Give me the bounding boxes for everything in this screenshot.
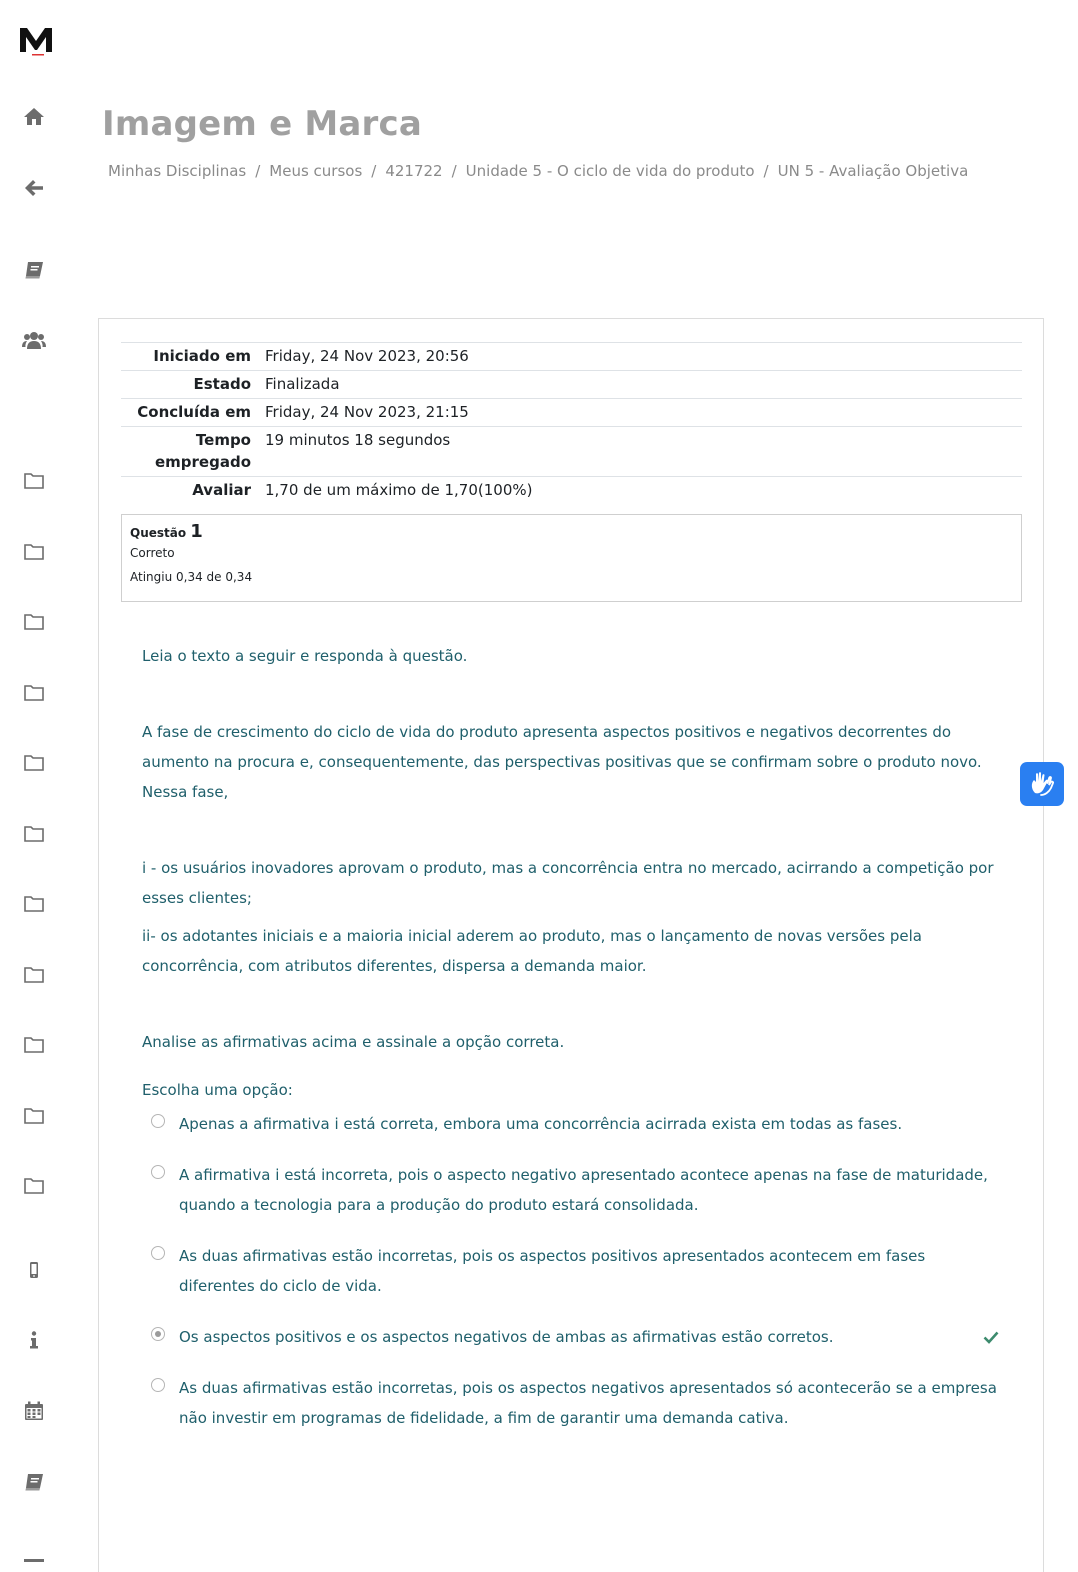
folder-icon[interactable] [22, 1104, 46, 1128]
breadcrumb-item[interactable]: 421722 [385, 162, 443, 180]
breadcrumb-separator: / [371, 162, 377, 180]
answer-option[interactable] [151, 1241, 1003, 1301]
breadcrumb-separator: / [255, 162, 261, 180]
question-number [130, 521, 1013, 542]
book-icon[interactable] [22, 1470, 46, 1494]
home-icon[interactable] [22, 104, 46, 128]
question-label: Questão [130, 526, 187, 540]
summary-label: Iniciado em [121, 343, 265, 371]
summary-row [121, 477, 1022, 505]
breadcrumb-item[interactable]: Meus cursos [269, 162, 363, 180]
folder-icon[interactable] [22, 610, 46, 634]
summary-label: Concluída em [121, 399, 265, 427]
answer-option[interactable] [151, 1373, 1003, 1433]
summary-label: Tempo empregado [121, 427, 265, 477]
users-icon[interactable] [22, 328, 46, 352]
breadcrumb-separator: / [451, 162, 457, 180]
page-title: Imagem e Marca [102, 104, 423, 144]
summary-row [121, 343, 1022, 371]
folder-icon[interactable] [22, 540, 46, 564]
summary-value: 19 minutos 18 segundos [265, 427, 1022, 477]
folder-icon[interactable] [22, 822, 46, 846]
radio-button[interactable] [151, 1378, 165, 1392]
summary-row [121, 371, 1022, 399]
question-paragraph: Leia o texto a seguir e responda à questão. [142, 647, 468, 665]
answer-option-label: As duas afirmativas estão incorretas, pois os aspectos positivos apresentados acontecem em fases diferentes do ciclo de vida. [179, 1247, 926, 1295]
breadcrumb-item[interactable]: Minhas Disciplinas [108, 162, 247, 180]
folder-icon[interactable] [22, 892, 46, 916]
summary-label: Avaliar [121, 477, 265, 505]
question-info-box [121, 514, 1022, 602]
answer-option-label: As duas afirmativas estão incorretas, pois os aspectos negativos apresentados só acontecerão se a empresa não investir em programas de fidelidade, a fim de garantir uma demanda cativa. [179, 1379, 997, 1427]
answer-option[interactable] [151, 1160, 1003, 1220]
question-number-value: 1 [190, 521, 203, 542]
folder-icon[interactable] [22, 963, 46, 987]
answer-option-label: Os aspectos positivos e os aspectos negativos de ambas as afirmativas estão corretos. [179, 1328, 834, 1346]
question-paragraph: ii- os adotantes iniciais e a maioria inicial aderem ao produto, mas o lançamento de novas versões pela concorrência, com atributos diferentes, dispersa a demanda maior. [142, 927, 922, 975]
question-paragraph: A fase de crescimento do ciclo de vida do produto apresenta aspectos positivos e negativos decorrentes do aumento na procura e, consequentemente, das perspectivas positivas que se confirmam sobre o produto novo. Nessa fase, [142, 723, 982, 801]
summary-row [121, 427, 1022, 477]
answer-options [151, 1109, 1003, 1454]
breadcrumb-item-current[interactable]: UN 5 - Avaliação Objetiva [777, 162, 969, 180]
summary-label: Estado [121, 371, 265, 399]
logo-icon[interactable] [18, 22, 54, 56]
question-state: Correto [130, 546, 175, 560]
folder-icon[interactable] [22, 1033, 46, 1057]
info-icon[interactable] [22, 1328, 46, 1352]
hands-sign-language-icon[interactable] [1020, 762, 1064, 806]
summary-value: Friday, 24 Nov 2023, 20:56 [265, 343, 1022, 371]
minus-icon[interactable] [22, 1548, 46, 1572]
folder-icon[interactable] [22, 751, 46, 775]
answer-option-selected[interactable] [151, 1322, 1003, 1352]
arrow-left-icon[interactable] [22, 176, 46, 200]
radio-button[interactable] [151, 1114, 165, 1128]
question-grade: Atingiu 0,34 de 0,34 [130, 570, 253, 584]
radio-button[interactable] [151, 1165, 165, 1179]
book-icon[interactable] [22, 258, 46, 282]
attempt-summary-table [121, 342, 1022, 504]
calendar-icon[interactable] [22, 1399, 46, 1423]
check-icon [983, 1324, 999, 1354]
radio-button[interactable] [151, 1246, 165, 1260]
summary-row [121, 399, 1022, 427]
answer-prompt: Escolha uma opção: [142, 1081, 293, 1099]
folder-icon[interactable] [22, 681, 46, 705]
mobile-icon[interactable] [22, 1258, 46, 1282]
question-text [142, 641, 1002, 1057]
folder-icon[interactable] [22, 469, 46, 493]
breadcrumb-item[interactable]: Unidade 5 - O ciclo de vida do produto [465, 162, 755, 180]
breadcrumb-separator: / [763, 162, 769, 180]
radio-button-checked[interactable] [151, 1327, 165, 1341]
answer-option-label: A afirmativa i está incorreta, pois o aspecto negativo apresentado acontece apenas na fase de maturidade, quando a tecnologia para a produção do produto estará consolidada. [179, 1166, 988, 1214]
folder-icon[interactable] [22, 1174, 46, 1198]
sidebar [0, 0, 68, 1572]
summary-value: Finalizada [265, 371, 1022, 399]
answer-option[interactable] [151, 1109, 1003, 1139]
summary-value: Friday, 24 Nov 2023, 21:15 [265, 399, 1022, 427]
breadcrumb [108, 162, 968, 180]
answer-option-label: Apenas a afirmativa i está correta, embora uma concorrência acirrada exista em todas as fases. [179, 1115, 903, 1133]
summary-value: 1,70 de um máximo de 1,70(100%) [265, 477, 1022, 505]
quiz-review-card [98, 318, 1044, 1572]
question-paragraph: i - os usuários inovadores aprovam o produto, mas a concorrência entra no mercado, acirrando a competição por esses clientes; [142, 859, 994, 907]
question-paragraph: Analise as afirmativas acima e assinale a opção correta. [142, 1033, 565, 1051]
